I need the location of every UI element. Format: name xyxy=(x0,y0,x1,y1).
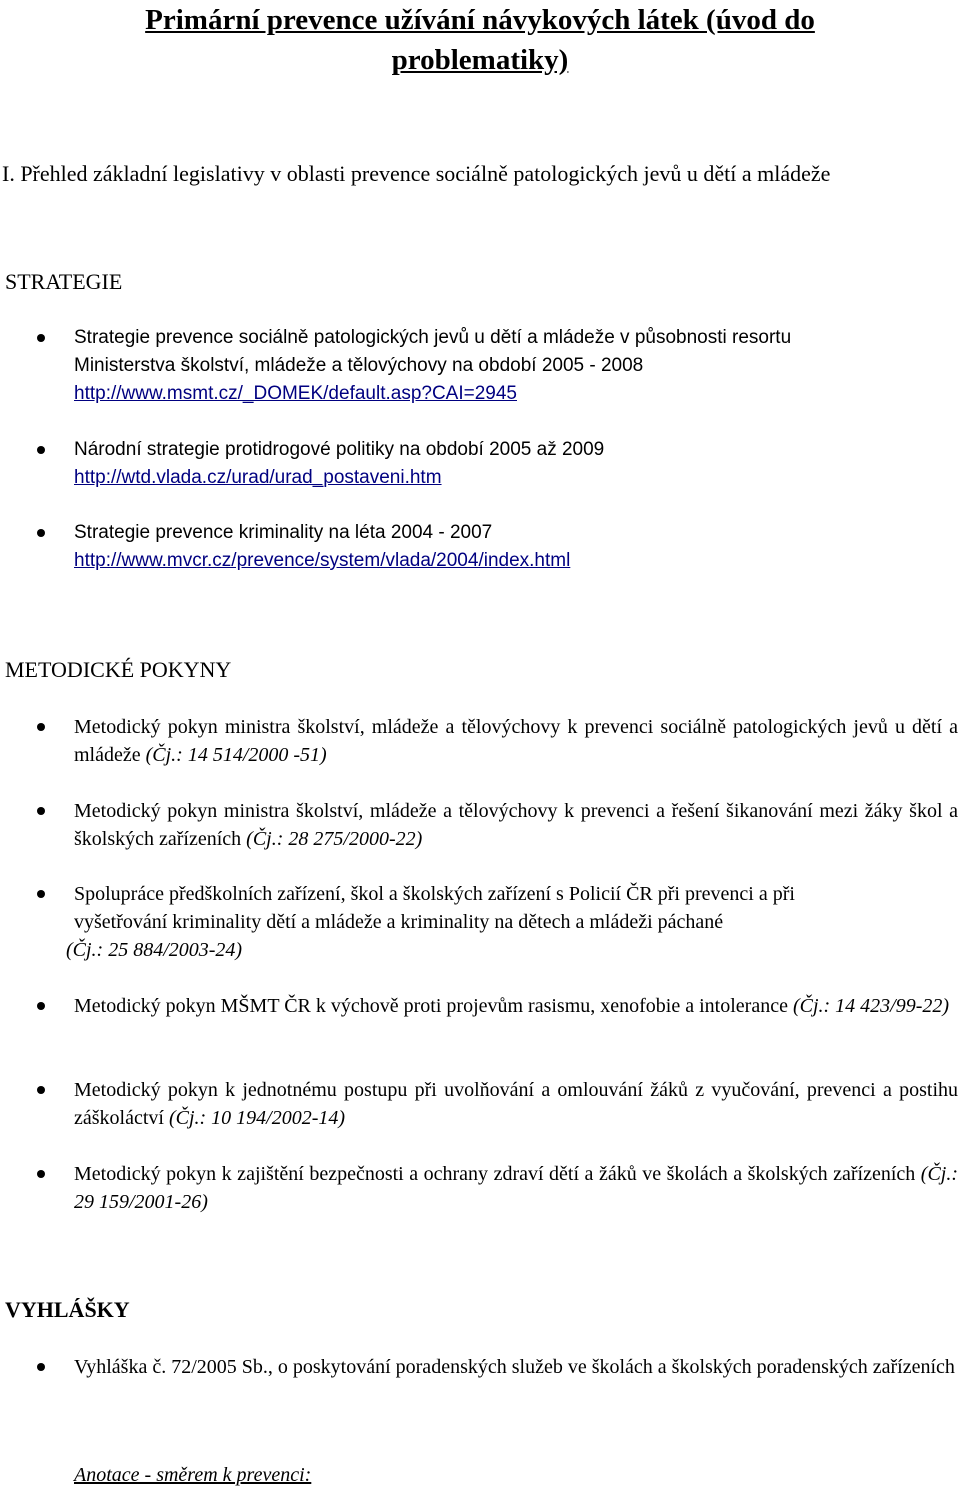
strategie-item-text: Národní strategie protidrogové politiky na období 2005 až 2009 http://wtd.vlada.cz/urad/urad_postaveni.htm xyxy=(74,436,958,492)
anotace-note: Anotace - směrem k prevenci: xyxy=(74,1464,312,1486)
pokyn-item-text: Metodický pokyn MŠMT ČR k výchově proti projevům rasismu, xenofobie a intolerance (Čj.: 14 423/99-22) xyxy=(74,995,950,1017)
strategie-item-text: Strategie prevence kriminality na léta 2004 - 2007 http://www.mvcr.cz/prevence/system/vlada/2004/index.html xyxy=(74,519,958,575)
bullet-icon xyxy=(37,1170,45,1178)
strategie-link[interactable]: http://www.mvcr.cz/prevence/system/vlada/2004/index.html xyxy=(74,550,571,571)
bullet-icon xyxy=(37,334,45,342)
bullet-icon xyxy=(37,529,45,537)
metodicke-pokyny-heading: METODICKÉ POKYNY xyxy=(5,657,232,682)
bullet-icon xyxy=(37,1002,45,1010)
bullet-icon xyxy=(37,446,45,454)
pokyn-ref: (Čj.: 25 884/2003-24) xyxy=(66,939,243,961)
vyhlaska-item-text: Vyhláška č. 72/2005 Sb., o poskytování poradenských služeb ve školách a školských poradenských zařízeních xyxy=(74,1356,955,1378)
pokyn-item-text: Metodický pokyn k jednotnému postupu při uvolňování a omlouvání žáků z vyučování, prevenci a postihu záškoláctví (Čj.: 10 194/2002-14) xyxy=(74,1079,958,1129)
pokyn-ref: (Čj.: 29 159/2001-26) xyxy=(74,1163,958,1213)
bullet-icon xyxy=(37,1363,45,1371)
bullet-icon xyxy=(37,723,45,731)
bullet-icon xyxy=(37,1086,45,1094)
title-line-2: problematiky) xyxy=(391,44,569,76)
bullet-icon xyxy=(37,890,45,898)
title-line-1: Primární prevence užívání návykových látek (úvod do xyxy=(145,4,815,36)
strategie-heading: STRATEGIE xyxy=(5,269,123,294)
pokyn-item-text: Metodický pokyn ministra školství, mládeže a tělovýchovy k prevenci a řešení šikanování mezi žáky škol a školských zařízeních (Čj.: 28 275/2000-22) xyxy=(74,800,958,850)
bullet-icon xyxy=(37,807,45,815)
document-title xyxy=(0,0,960,80)
pokyn-ref: (Čj.: 10 194/2002-14) xyxy=(168,1107,346,1129)
pokyn-item-text: Spolupráce předškolních zařízení, škol a školských zařízení s Policií ČR při prevenci a při vyšetřování kriminality dětí a mládeže a kriminality na dětech a mládeži páchané (Čj.: 25 884/2003-24) xyxy=(74,880,958,964)
pokyn-ref: (Čj.: 14 514/2000 -51) xyxy=(145,744,327,766)
pokyn-ref: (Čj.: 28 275/2000-22) xyxy=(246,828,423,850)
strategie-link[interactable]: http://www.msmt.cz/_DOMEK/default.asp?CAI=2945 xyxy=(74,383,517,404)
vyhlasky-heading: VYHLÁŠKY xyxy=(5,1297,130,1322)
subtitle: I. Přehled základní legislativy v oblasti prevence sociálně patologických jevů u dětí a mládeže xyxy=(2,161,831,186)
strategie-item-text: Strategie prevence sociálně patologických jevů u dětí a mládeže v působnosti resortu Ministerstva školství, mládeže a tělovýchovy na období 2005 - 2008 http://www.msmt.cz/_DOMEK/default.asp?CAI=2945 xyxy=(74,324,958,408)
pokyn-ref: (Čj.: 14 423/99-22) xyxy=(792,995,950,1017)
strategie-link[interactable]: http://wtd.vlada.cz/urad/urad_postaveni.htm xyxy=(74,467,442,488)
pokyn-item-text: Metodický pokyn ministra školství, mládeže a tělovýchovy k prevenci sociálně patologických jevů u dětí a mládeže (Čj.: 14 514/2000 -51) xyxy=(74,716,958,766)
pokyn-item-text: Metodický pokyn k zajištění bezpečnosti a ochrany zdraví dětí a žáků ve školách a školských zařízeních (Čj.: 29 159/2001-26) xyxy=(74,1163,958,1213)
